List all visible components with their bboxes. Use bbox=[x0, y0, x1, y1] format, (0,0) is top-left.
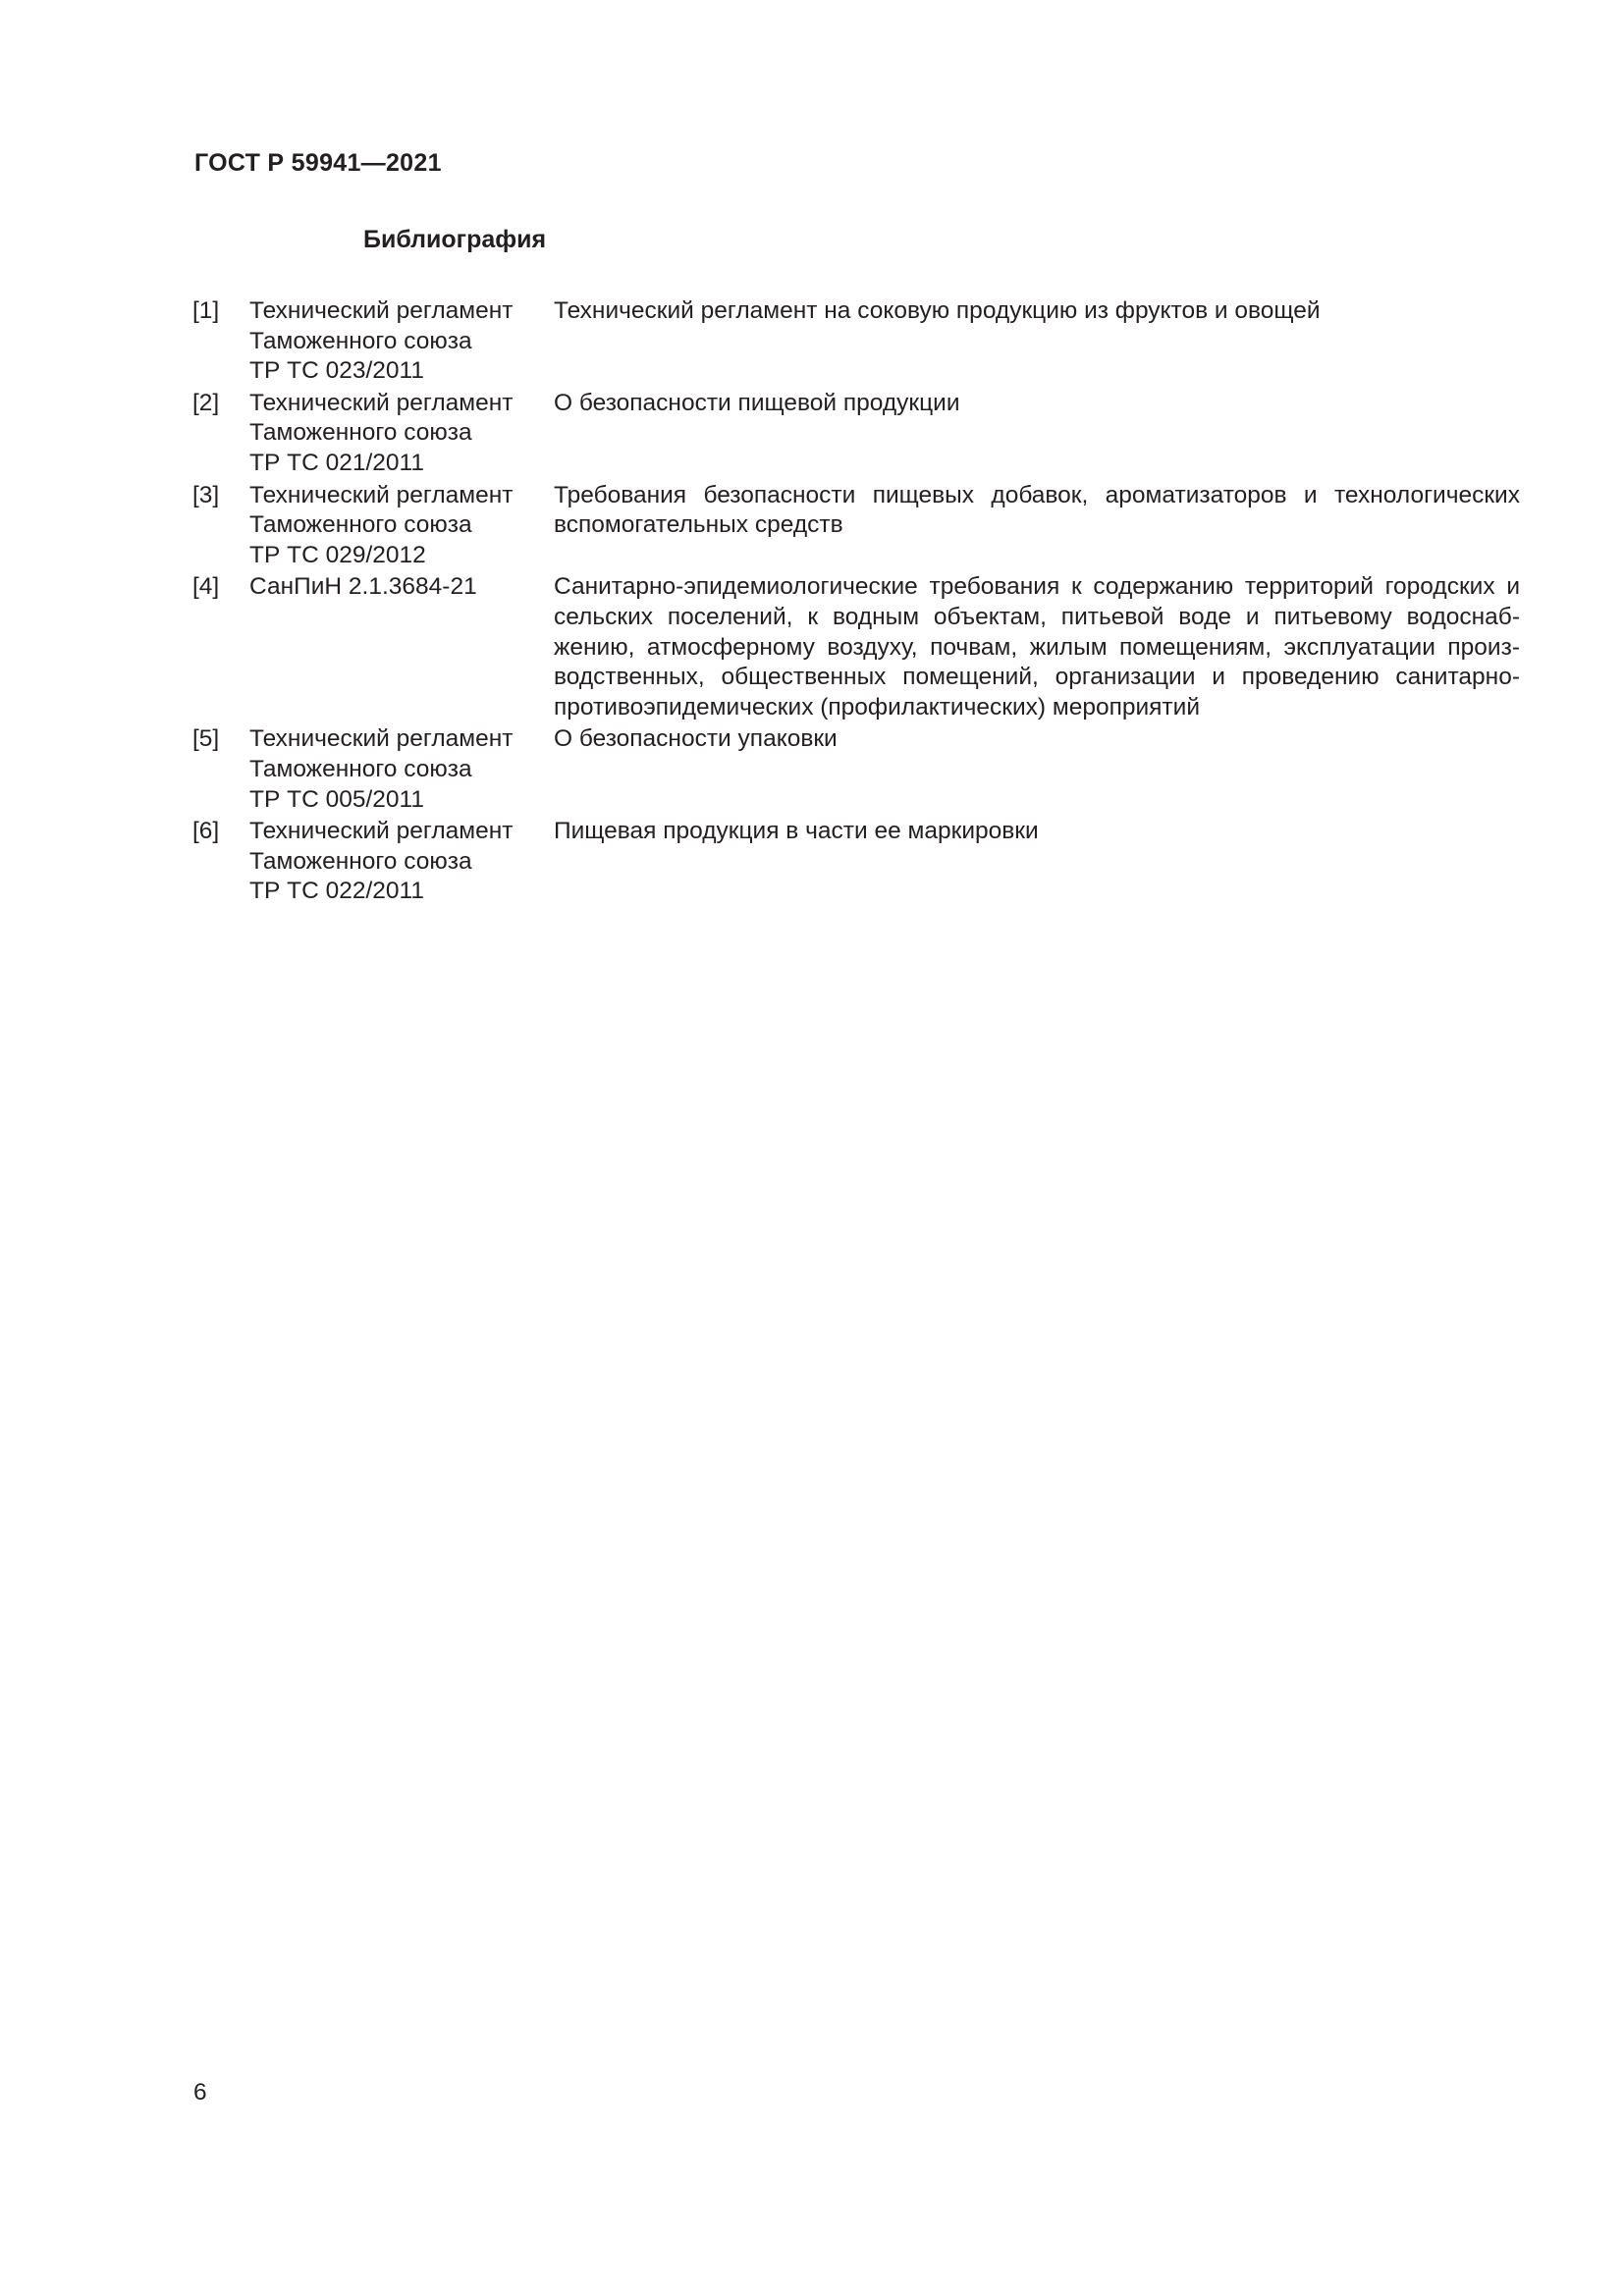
entry-source: СанПиН 2.1.3684-21 bbox=[249, 573, 477, 601]
entry-source: Технический регламент Таможенного союза ТР ТС 005/2011 bbox=[249, 725, 514, 813]
entry-number: [1] bbox=[192, 297, 220, 324]
entry-number: [5] bbox=[192, 725, 220, 753]
entry-source: Технический регламент Таможенного союза ТР ТС 021/2011 bbox=[249, 389, 514, 476]
entry-number: [4] bbox=[192, 573, 220, 601]
entry-source: Технический регламент Таможенного союза ТР ТС 022/2011 bbox=[249, 818, 514, 905]
entry-title: Пищевая продукция в части ее маркировки bbox=[554, 818, 1039, 845]
bibliography-list bbox=[192, 296, 1520, 909]
entry-number: [3] bbox=[192, 481, 220, 508]
entry-number: [6] bbox=[192, 818, 220, 845]
bibliography-entry-6 bbox=[192, 817, 1520, 907]
entry-title: Требования безопасности пищевых добавок, ароматизаторов и технологических вспомогательных средств bbox=[554, 481, 1520, 539]
bibliography-entry-4 bbox=[192, 572, 1520, 722]
document-header-code: ГОСТ Р 59941—2021 bbox=[194, 149, 442, 177]
entry-title: Санитарно-эпидемиологические требования к содержанию территорий городских и сельских поселений, к водным объектам, питьевой воде и питьевому водоснабжению, атмосферному воздуху, почвам, жилым помещениям, эксплуатации производственных, общественных помещений, организации и проведению санитарно-противоэпидемических (профилактических) мероприятий bbox=[554, 573, 1520, 721]
bibliography-heading: Библиография bbox=[363, 226, 547, 253]
entry-title: О безопасности пищевой продукции bbox=[554, 389, 960, 416]
bibliography-entry-3 bbox=[192, 481, 1520, 571]
entry-title: Технический регламент на соковую продукцию из фруктов и овощей bbox=[554, 297, 1321, 324]
bibliography-entry-1 bbox=[192, 296, 1520, 387]
entry-source: Технический регламент Таможенного союза ТР ТС 029/2012 bbox=[249, 481, 514, 568]
section-title bbox=[0, 226, 1624, 254]
entry-number: [2] bbox=[192, 389, 220, 416]
page-number: 6 bbox=[193, 2079, 207, 2106]
entry-title: О безопасности упаковки bbox=[554, 725, 838, 753]
entry-source: Технический регламент Таможенного союза ТР ТС 023/2011 bbox=[249, 297, 514, 385]
bibliography-entry-2 bbox=[192, 389, 1520, 479]
bibliography-entry-5 bbox=[192, 724, 1520, 815]
